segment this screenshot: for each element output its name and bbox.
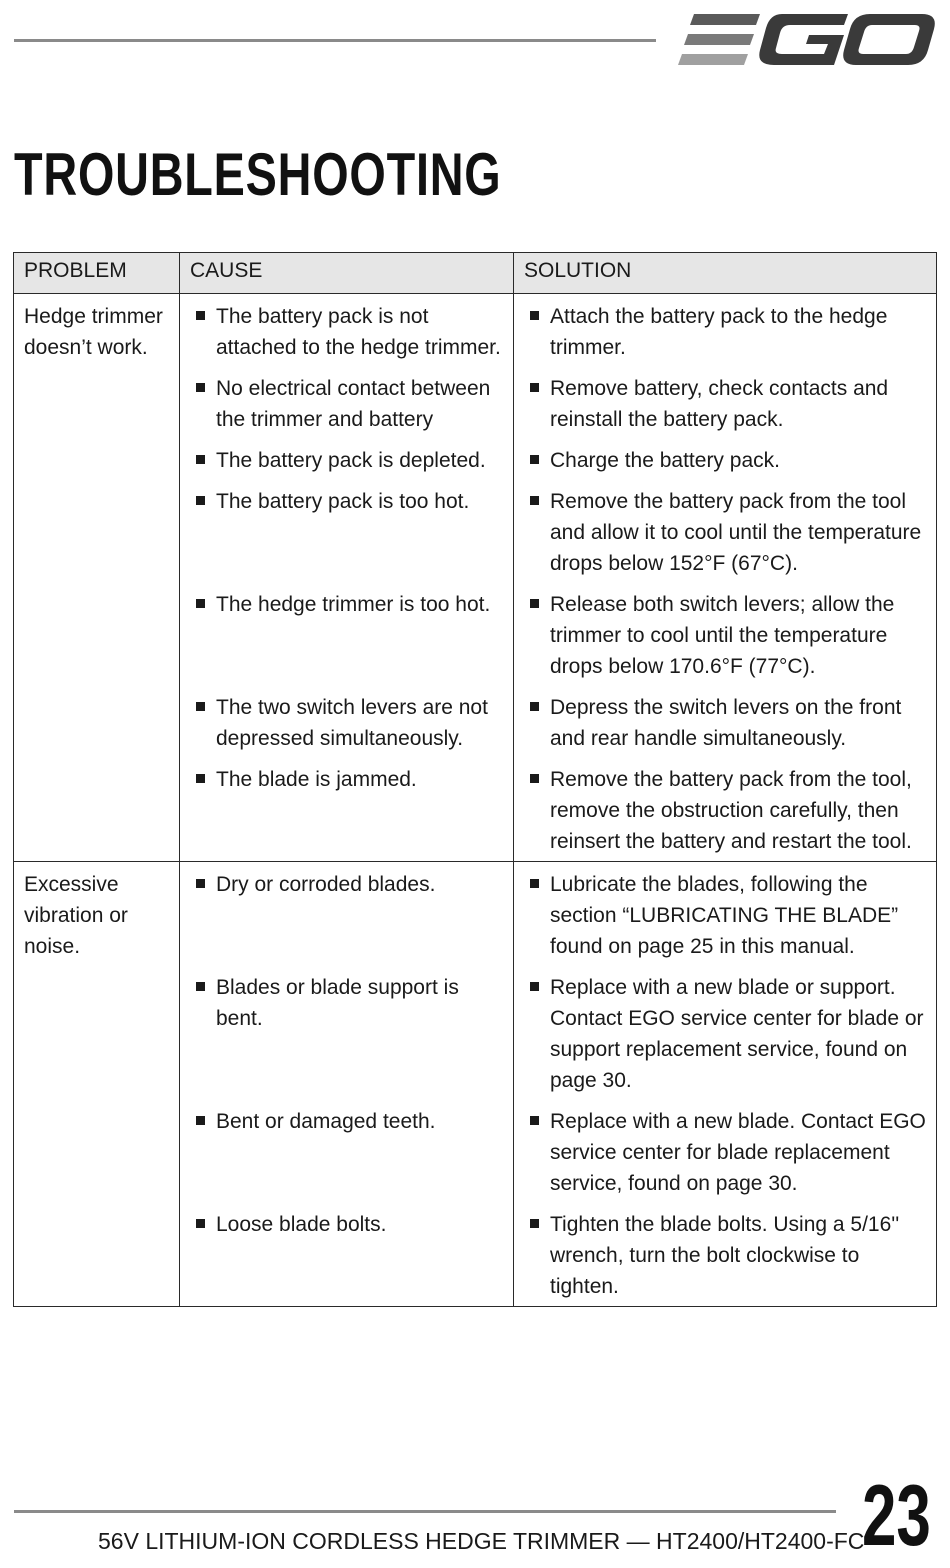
square-bullet-icon	[530, 702, 539, 711]
table-header-row	[14, 253, 937, 294]
problem-cell	[14, 294, 180, 862]
square-bullet-icon	[196, 702, 205, 711]
cause-item	[190, 972, 507, 1096]
solution-text: Replace with a new blade or support. Contact EGO service center for blade or support replacement service, found on page 30.	[550, 976, 924, 1092]
solution-text: Replace with a new blade. Contact EGO service center for blade replacement service, found on page 30.	[550, 1110, 926, 1195]
square-bullet-icon	[196, 599, 205, 608]
solution-text: Remove the battery pack from the tool and allow it to cool until the temperature drops below 152°F (67°C).	[550, 490, 922, 575]
solution-item	[524, 764, 930, 857]
cause-item	[190, 692, 507, 754]
cause-item	[190, 301, 507, 363]
solution-item	[524, 301, 930, 363]
cause-item	[190, 1209, 507, 1302]
cause-text: Loose blade bolts.	[216, 1213, 387, 1236]
square-bullet-icon	[530, 879, 539, 888]
solution-cell	[514, 294, 937, 862]
solution-item	[524, 869, 930, 962]
solution-text: Lubricate the blades, following the section “LUBRICATING THE BLADE” found on page 25 in this manual.	[550, 873, 899, 958]
header-solution: SOLUTION	[514, 253, 937, 294]
square-bullet-icon	[530, 383, 539, 392]
solution-text: Release both switch levers; allow the trimmer to cool until the temperature drops below 170.6°F (77°C).	[550, 593, 895, 678]
square-bullet-icon	[196, 496, 205, 505]
solution-item	[524, 373, 930, 435]
troubleshooting-table	[13, 252, 937, 1307]
footer-product-title: 56V LITHIUM-ION CORDLESS HEDGE TRIMMER — HT2400/HT2400-FC	[98, 1528, 865, 1554]
cause-item	[190, 764, 507, 857]
solution-cell	[514, 862, 937, 1307]
square-bullet-icon	[196, 982, 205, 991]
cause-text: The hedge trimmer is too hot.	[216, 593, 491, 616]
solution-item	[524, 486, 930, 579]
square-bullet-icon	[530, 1219, 539, 1228]
cause-text: Bent or damaged teeth.	[216, 1110, 436, 1133]
cause-item	[190, 869, 507, 962]
square-bullet-icon	[196, 455, 205, 464]
solution-text: Tighten the blade bolts. Using a 5/16'' wrench, turn the bolt clockwise to tighten.	[550, 1213, 900, 1298]
cause-cell	[180, 294, 514, 862]
square-bullet-icon	[196, 383, 205, 392]
solution-item	[524, 692, 930, 754]
cause-text: The two switch levers are not depressed simultaneously.	[216, 696, 488, 750]
cause-text: Dry or corroded blades.	[216, 873, 436, 896]
solution-item	[524, 1106, 930, 1199]
cause-text: The blade is jammed.	[216, 768, 417, 791]
solution-item	[524, 589, 930, 682]
page-title: TROUBLESHOOTING	[14, 141, 502, 208]
cause-item	[190, 445, 507, 476]
cause-text: Blades or blade support is bent.	[216, 976, 459, 1030]
square-bullet-icon	[196, 879, 205, 888]
ego-logo	[678, 12, 936, 68]
square-bullet-icon	[530, 496, 539, 505]
table-body	[14, 294, 937, 1307]
square-bullet-icon	[196, 774, 205, 783]
cause-cell	[180, 862, 514, 1307]
square-bullet-icon	[196, 1116, 205, 1125]
problem-cell	[14, 862, 180, 1307]
solution-text: Remove the battery pack from the tool, remove the obstruction carefully, then reinsert the battery and restart the tool.	[550, 768, 912, 853]
problem-text: Hedge trimmer doesn’t work.	[24, 305, 163, 359]
cause-text: The battery pack is not attached to the hedge trimmer.	[216, 305, 501, 359]
cause-item	[190, 373, 507, 435]
footer-rule	[14, 1510, 836, 1513]
square-bullet-icon	[530, 774, 539, 783]
square-bullet-icon	[196, 1219, 205, 1228]
square-bullet-icon	[530, 1116, 539, 1125]
solution-item	[524, 445, 930, 476]
solution-item	[524, 972, 930, 1096]
page-number: 23	[862, 1468, 931, 1564]
square-bullet-icon	[530, 599, 539, 608]
header-problem: PROBLEM	[14, 253, 180, 294]
header-cause: CAUSE	[180, 253, 514, 294]
table-row	[14, 862, 937, 1307]
cause-item	[190, 1106, 507, 1199]
square-bullet-icon	[530, 311, 539, 320]
header-rule	[14, 39, 656, 42]
square-bullet-icon	[530, 455, 539, 464]
cause-text: The battery pack is too hot.	[216, 490, 470, 513]
problem-text: Excessive vibration or noise.	[24, 873, 128, 958]
table-row	[14, 294, 937, 862]
cause-text: No electrical contact between the trimmer and battery	[216, 377, 491, 431]
solution-item	[524, 1209, 930, 1302]
cause-item	[190, 486, 507, 579]
square-bullet-icon	[196, 311, 205, 320]
solution-text: Depress the switch levers on the front and rear handle simultaneously.	[550, 696, 902, 750]
square-bullet-icon	[530, 982, 539, 991]
solution-text: Remove battery, check contacts and reinstall the battery pack.	[550, 377, 889, 431]
solution-text: Attach the battery pack to the hedge trimmer.	[550, 305, 888, 359]
cause-item	[190, 589, 507, 682]
cause-text: The battery pack is depleted.	[216, 449, 486, 472]
solution-text: Charge the battery pack.	[550, 449, 780, 472]
